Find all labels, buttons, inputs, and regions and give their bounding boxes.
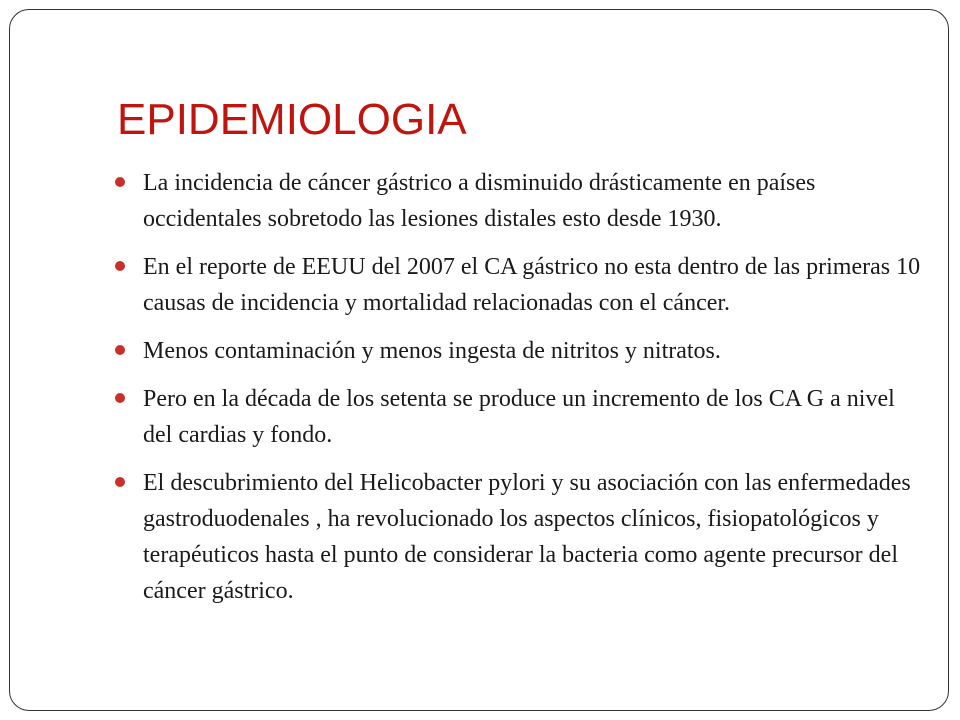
bullet-item <box>114 165 926 237</box>
bullet-dot-icon <box>115 261 125 271</box>
bullet-list <box>114 165 926 621</box>
bullet-text: La incidencia de cáncer gástrico a disminuido drásticamente en países occidentales sobretodo las lesiones distales esto desde 1930. <box>143 170 816 232</box>
bullet-dot-icon <box>115 393 125 403</box>
bullet-text: Pero en la década de los setenta se produce un incremento de los CA G a nivel del cardias y fondo. <box>143 386 895 448</box>
bullet-dot-icon <box>115 177 125 187</box>
bullet-text: En el reporte de EEUU del 2007 el CA gástrico no esta dentro de las primeras 10 causas de incidencia y mortalidad relacionadas con el cáncer. <box>143 254 921 316</box>
bullet-text: El descubrimiento del Helicobacter pylori y su asociación con las enfermedades gastroduodenales , ha revolucionado los aspectos clínicos, fisiopatológicos y terapéuticos hasta el punto de considerar la bacteria como agente precursor del cáncer gástrico. <box>143 470 911 604</box>
bullet-item <box>114 381 926 453</box>
bullet-item <box>114 249 926 321</box>
bullet-dot-icon <box>115 345 125 355</box>
bullet-item <box>114 333 926 369</box>
bullet-text: Menos contaminación y menos ingesta de nitritos y nitratos. <box>143 338 721 364</box>
bullet-dot-icon <box>115 477 125 487</box>
slide-title: EPIDEMIOLOGIA <box>117 95 467 144</box>
bullet-item <box>114 465 926 609</box>
slide-frame <box>9 9 949 711</box>
